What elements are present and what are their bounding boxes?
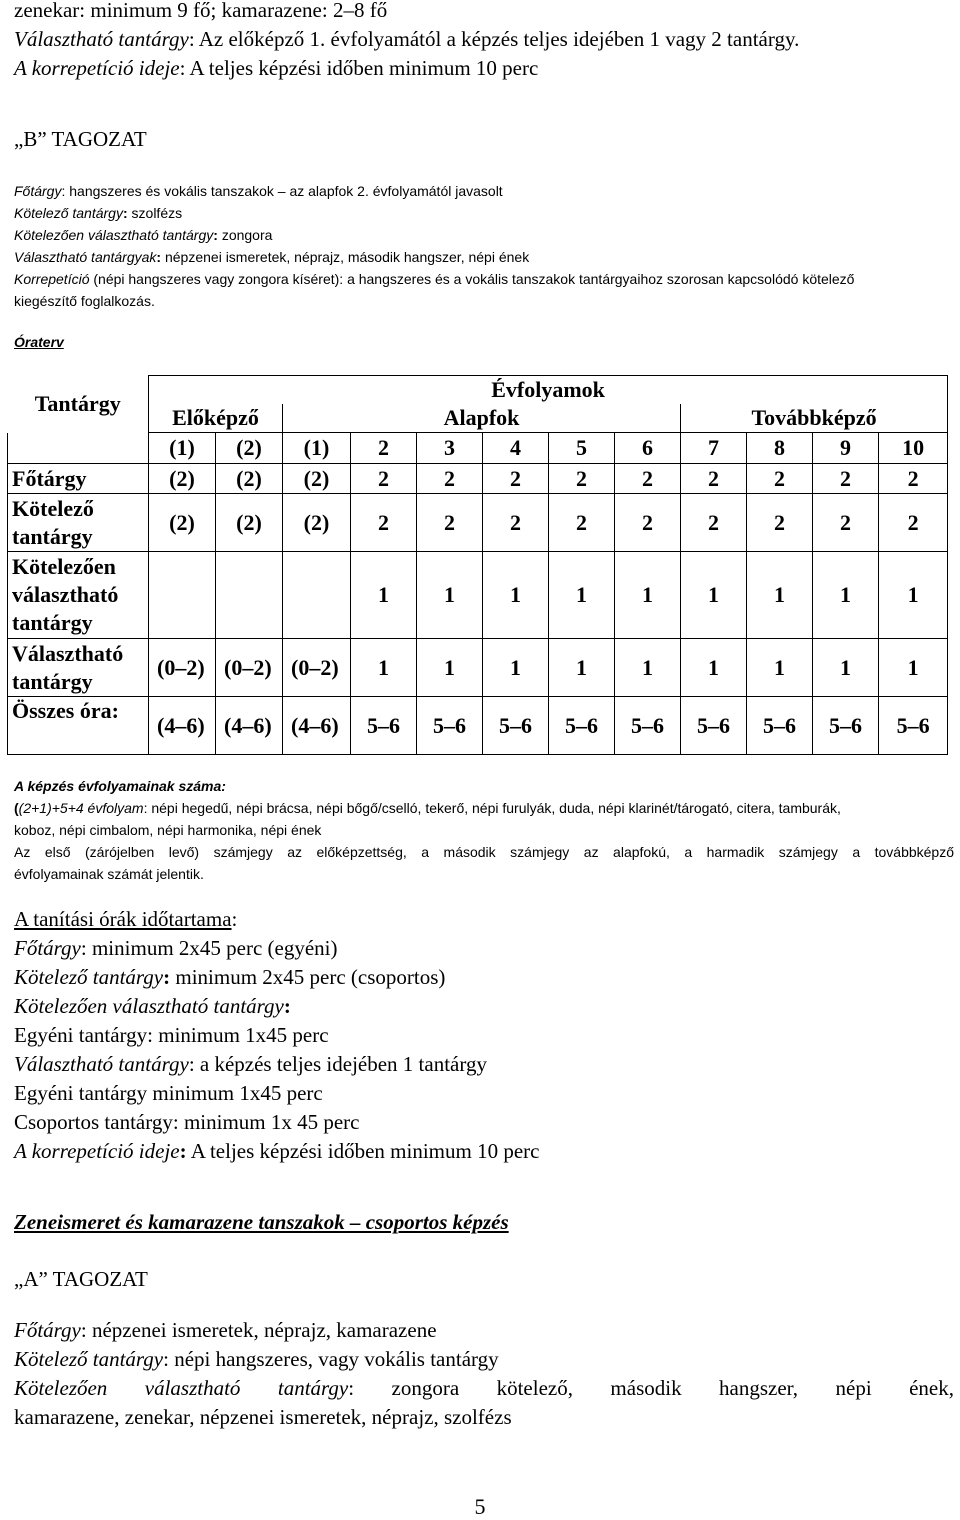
- table-cell: 1: [549, 639, 615, 697]
- text: szolfézs: [131, 205, 183, 221]
- table-cell: 2: [351, 464, 417, 494]
- text-line: [14, 905, 237, 934]
- table-cell: 2: [417, 494, 483, 552]
- text-line: [14, 0, 387, 25]
- text-line: Választható tantárgyak: népzenei ismeretek, néprajz, második hangszer, népi ének: [14, 249, 530, 265]
- label: Korrepetíció: [14, 271, 90, 287]
- header-cell: [8, 376, 149, 433]
- text: kiegészítő foglalkozás.: [14, 293, 155, 309]
- text: A teljes képzési időben minimum 10 perc: [186, 1139, 540, 1163]
- text: zongora: [221, 227, 273, 243]
- label: A korrepetíció ideje: [14, 56, 180, 80]
- table-cell: 5–6: [417, 697, 483, 755]
- table-cell: 1: [549, 552, 615, 639]
- text: : népi hegedű, népi brácsa, népi bőgő/cselló, tekerő, népi furulyák, duda, népi klarinét/tárogató, citera, tamburák,: [143, 800, 841, 816]
- header-tantargy: Tantárgy: [34, 391, 121, 416]
- text: : minimum 2x45 perc (egyéni): [80, 936, 338, 960]
- table-cell: (0–2): [216, 639, 283, 697]
- text-line: Egyéni tantárgy: minimum 1x45 perc: [14, 1023, 329, 1047]
- text-line: Kötelezően választható tantárgy:: [14, 994, 291, 1018]
- year-cell: 8: [747, 433, 813, 464]
- text: : A teljes képzési időben minimum 10 perc: [179, 56, 539, 80]
- row-label: Kötelezően választható tantárgy: [8, 552, 149, 639]
- section-heading-b-tagozat: „B” TAGOZAT: [14, 127, 147, 151]
- oraterv-heading: Óraterv: [14, 334, 64, 350]
- header-cell: [149, 376, 948, 405]
- label: Választható tantárgy: [14, 1052, 189, 1076]
- year-cell: 7: [681, 433, 747, 464]
- table-row: [8, 376, 948, 405]
- year-cell: 9: [813, 433, 879, 464]
- table-cell: 1: [615, 552, 681, 639]
- text-line: [14, 25, 799, 54]
- table-cell: 2: [681, 464, 747, 494]
- text-line: koboz, népi cimbalom, népi harmonika, népi ének: [14, 822, 322, 838]
- label: Kötelező tantárgy: [14, 965, 164, 989]
- label: A korrepetíció ideje: [14, 1139, 180, 1163]
- table-cell: [283, 552, 351, 639]
- label: Főtárgy: [14, 183, 62, 199]
- year-cell: 5: [549, 433, 615, 464]
- label: Választható tantárgyak: [14, 249, 157, 265]
- text-line: [14, 1050, 487, 1079]
- label: Főtárgy: [14, 936, 81, 960]
- text: : a képzés teljes idejében 1 tantárgy: [188, 1052, 487, 1076]
- table-row: [8, 639, 948, 697]
- table-cell: (2): [283, 464, 351, 494]
- header-alapfok: Alapfok: [443, 405, 520, 430]
- table-cell: (2): [149, 494, 216, 552]
- table-cell: (2): [216, 464, 283, 494]
- text-line: A korrepetíció ideje: A teljes képzési időben minimum 10 perc: [14, 1139, 540, 1163]
- table-cell: 1: [747, 552, 813, 639]
- text: (népi hangszeres vagy zongora kíséret): a hangszeres és a vokális tanszakok tantárgyaihoz szorosan kapcsolódó kötelező: [89, 271, 855, 287]
- header-elokepzo: Előképző: [172, 405, 259, 430]
- row-label: Főtárgy: [8, 464, 149, 494]
- text: népzenei ismeretek, néprajz, második hangszer, népi ének: [164, 249, 530, 265]
- text-line: Kötelező tantárgy: szolfézs: [14, 205, 183, 221]
- text: : népi hangszeres, vagy vokális tantárgy: [163, 1347, 499, 1371]
- table-cell: 2: [483, 494, 549, 552]
- table-cell: 1: [813, 552, 879, 639]
- year-cell: 3: [417, 433, 483, 464]
- table-cell: 1: [615, 639, 681, 697]
- year-cell: (1): [283, 433, 351, 464]
- table-cell: 2: [549, 494, 615, 552]
- text-line: [14, 1316, 437, 1345]
- table-cell: (0–2): [283, 639, 351, 697]
- table-cell: (0–2): [149, 639, 216, 697]
- text-line: Kötelező tantárgy: minimum 2x45 perc (csoportos): [14, 965, 446, 989]
- table-cell: 1: [351, 552, 417, 639]
- header-cell: [283, 404, 681, 433]
- year-cell: 4: [483, 433, 549, 464]
- table-cell: (4–6): [149, 697, 216, 755]
- table-cell: (2): [283, 494, 351, 552]
- table-cell: 5–6: [813, 697, 879, 755]
- label: Kötelezően választható tantárgy: [14, 994, 284, 1018]
- text-line: Kötelezően választható tantárgy: zongora: [14, 227, 273, 243]
- table-cell: 1: [483, 639, 549, 697]
- page-number: 5: [474, 1494, 486, 1519]
- table-cell: 2: [483, 464, 549, 494]
- header-evfolyamok: Évfolyamok: [491, 377, 605, 402]
- table-cell: 2: [747, 494, 813, 552]
- year-cell: (1): [149, 433, 216, 464]
- table-cell: 1: [813, 639, 879, 697]
- table-cell: 1: [417, 639, 483, 697]
- text: minimum 2x45 perc (csoportos): [170, 965, 446, 989]
- row-label: Összes óra:: [8, 697, 149, 755]
- text-line: Csoportos tantárgy: minimum 1x 45 perc: [14, 1110, 360, 1134]
- table-cell: 5–6: [681, 697, 747, 755]
- table-cell: 2: [417, 464, 483, 494]
- header-cell: [681, 404, 948, 433]
- year-cell: (2): [216, 433, 283, 464]
- row-label: Kötelező tantárgy: [8, 494, 149, 552]
- label: Kötelező tantárgy: [14, 1347, 164, 1371]
- table-cell: 1: [351, 639, 417, 697]
- table-cell: 2: [813, 464, 879, 494]
- text-line: kamarazene, zenekar, népzenei ismeretek, néprajz, szolfézs: [14, 1405, 512, 1429]
- year-cell: 6: [615, 433, 681, 464]
- text-line: [14, 1345, 499, 1374]
- section-heading-a-tagozat: „A” TAGOZAT: [14, 1267, 148, 1291]
- label: (2+1)+5+4 évfolyam: [18, 800, 144, 816]
- table-cell: 2: [615, 494, 681, 552]
- text: : zongora kötelező, második hangszer, népi ének,: [348, 1376, 954, 1400]
- text: : hangszeres és vokális tanszakok – az alapfok 2. évfolyamától javasolt: [61, 183, 503, 199]
- text-line: [14, 269, 854, 290]
- ensemble-sizes: zenekar: minimum 9 fő; kamarazene: 2–8 fő: [14, 0, 388, 22]
- table-cell: 5–6: [747, 697, 813, 755]
- table-row: [8, 697, 948, 755]
- table-cell: 5–6: [879, 697, 948, 755]
- table-cell: 1: [879, 552, 948, 639]
- label: Főtárgy: [14, 1318, 81, 1342]
- table-row: [8, 433, 948, 464]
- table-row: [8, 552, 948, 639]
- table-cell: 1: [681, 552, 747, 639]
- table-cell: 2: [549, 464, 615, 494]
- text-line: [14, 181, 503, 202]
- section-title: Zeneismeret és kamarazene tanszakok – csoportos képzés: [14, 1210, 509, 1234]
- table-cell: 1: [879, 639, 948, 697]
- text-line: [14, 291, 155, 312]
- table-cell: 1: [417, 552, 483, 639]
- label: Kötelezően választható tantárgy: [14, 227, 214, 243]
- schedule-table: [7, 375, 948, 755]
- text: : népzenei ismeretek, néprajz, kamarazene: [80, 1318, 437, 1342]
- table-row: [8, 404, 948, 433]
- notes-heading: A képzés évfolyamainak száma:: [14, 778, 226, 794]
- table-cell: (4–6): [283, 697, 351, 755]
- text-line: [14, 54, 538, 83]
- times-heading: A tanítási órák időtartama: [14, 907, 232, 931]
- table-cell: 5–6: [351, 697, 417, 755]
- text-line: Egyéni tantárgy minimum 1x45 perc: [14, 1081, 323, 1105]
- table-cell: (4–6): [216, 697, 283, 755]
- label: Kötelező tantárgy: [14, 205, 123, 221]
- table-cell: 5–6: [549, 697, 615, 755]
- header-cell: [149, 404, 283, 433]
- table-cell: 1: [681, 639, 747, 697]
- text: : Az előképző 1. évfolyamától a képzés teljes idejében 1 vagy 2 tantárgy.: [188, 27, 800, 51]
- table-cell: (2): [149, 464, 216, 494]
- table-cell: [149, 552, 216, 639]
- year-cell: 10: [879, 433, 948, 464]
- table-cell: 2: [747, 464, 813, 494]
- table-cell: 1: [483, 552, 549, 639]
- text-line: [14, 1374, 954, 1403]
- table-cell: 1: [747, 639, 813, 697]
- table-cell: 2: [681, 494, 747, 552]
- table-cell: (2): [216, 494, 283, 552]
- table-cell: [216, 552, 283, 639]
- text-line: évfolyamainak számát jelentik.: [14, 866, 204, 882]
- year-cell: 2: [351, 433, 417, 464]
- text: :: [231, 907, 238, 931]
- text-line: Az első (zárójelben levő) számjegy az előképzettség, a második számjegy az alapfokú, a harmadik számjegy a továbbképző: [14, 844, 954, 860]
- table-row: [8, 494, 948, 552]
- text-line: ((2+1)+5+4 évfolyam: népi hegedű, népi brácsa, népi bőgő/cselló, tekerő, népi furulyák, duda, népi klarinét/tárogató, citera, tamburák,: [14, 800, 841, 816]
- header-tovabbkepzo: Továbbképző: [751, 405, 877, 430]
- table-cell: 2: [615, 464, 681, 494]
- table-cell: [8, 433, 149, 464]
- text-line: [14, 934, 338, 963]
- table-cell: 2: [879, 464, 948, 494]
- table-cell: 2: [879, 494, 948, 552]
- table-row: [8, 464, 948, 494]
- row-label: Választható tantárgy: [8, 639, 149, 697]
- table-cell: 5–6: [615, 697, 681, 755]
- label: Kötelezően választható tantárgy: [14, 1376, 349, 1400]
- table-cell: 2: [351, 494, 417, 552]
- table-cell: 5–6: [483, 697, 549, 755]
- table-cell: 2: [813, 494, 879, 552]
- label: Választható tantárgy: [14, 27, 189, 51]
